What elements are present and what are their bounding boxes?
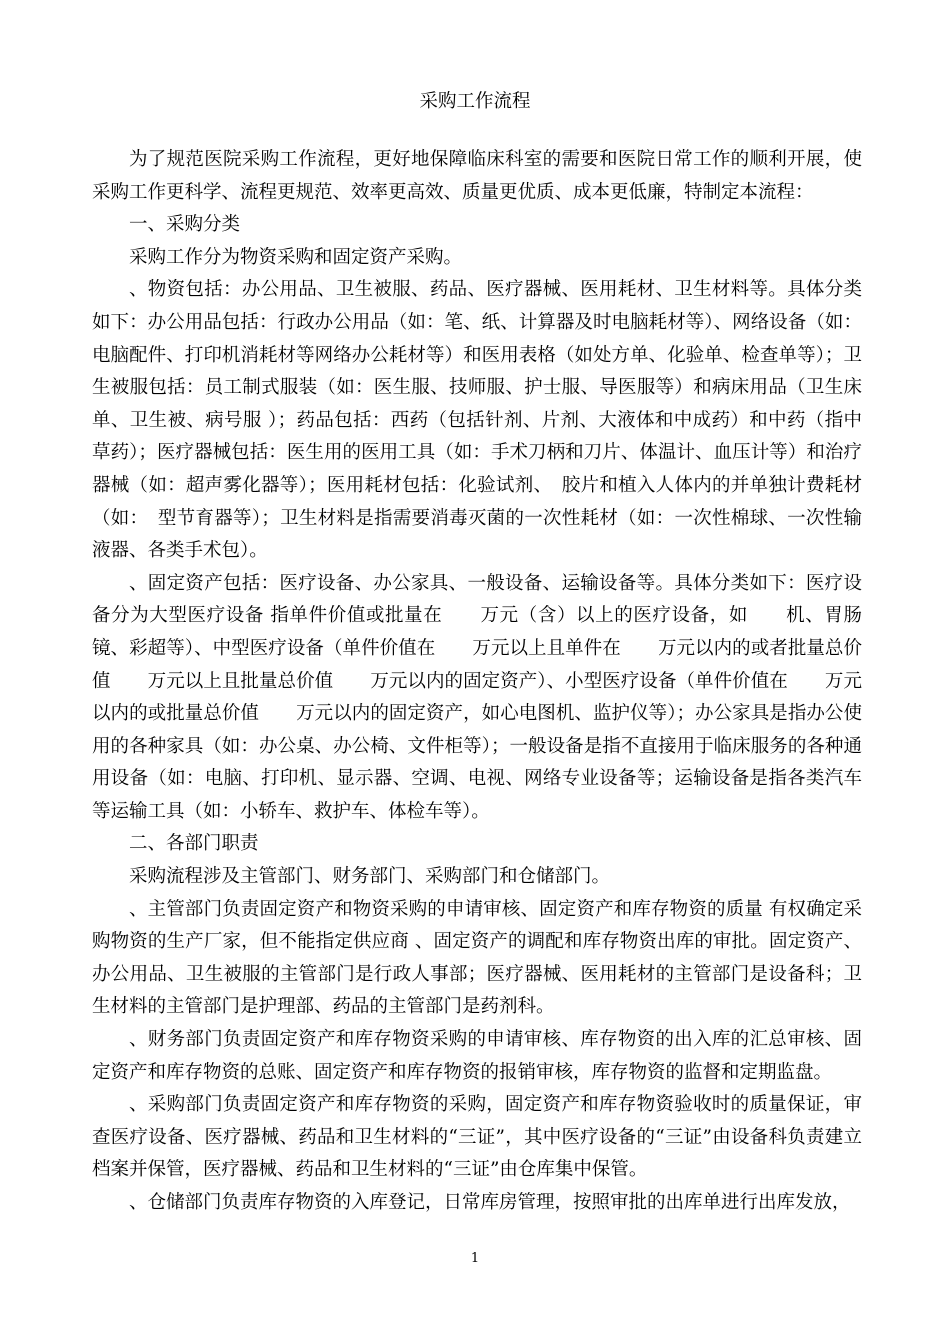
section2-item-finance: 、财务部门负责固定资产和库存物资采购的申请审核、库存物资的出入库的汇总审核、固定资产和库存物资的总账、固定资产和库存物资的报销审核，库存物资的监督和定期监盘。 (92, 1029, 862, 1083)
section1-item-materials: 、物资包括：办公用品、卫生被服、药品、医疗器械、医用耗材、卫生材料等。具体分类如下：办公用品包括：行政办公用品（如：笔、纸、计算器及时电脑耗材等）、网络设备（如：电脑配件、打印机消耗材等网络办公耗材等）和医用表格（如处方单、化验单、检查单等）；卫生被服包括：员工制式服装（如：医生服、技师服、护士服、导医服等）和病床用品（卫生床单、卫生被、病号服 ）；药品包括：西药（包括针剂、片剂、大液体和中成药）和中药（指中草药）；医疗器械包括：医生用的医用工具（如：手术刀柄和刀片、体温计、血压计等）和治疗器械（如：超声雾化器等）；医用耗材包括：化验试剂、 胶片和植入人体内的并单独计费耗材（如： 型节育器等）；卫生材料是指需要消毒灭菌的一次性耗材（如：一次性棉球、一次性输液器、各类手术包）。 (92, 279, 862, 562)
document-body (92, 144, 862, 1220)
section2-item-procurement: 、采购部门负责固定资产和库存物资的采购，固定资产和库存物资验收时的质量保证，审查医疗设备、医疗器械、药品和卫生材料的“三证”，其中医疗设备的“三证”由设备科负责建立档案并保管，医疗器械、药品和卫生材料的“三证”由仓库集中保管。 (92, 1094, 862, 1181)
section1-lead: 采购工作分为物资采购和固定资产采购。 (129, 246, 463, 268)
section1-heading: 一、采购分类 (129, 214, 241, 236)
intro-paragraph: 为了规范医院采购工作流程，更好地保障临床科室的需要和医院日常工作的顺利开展，使采购工作更科学、流程更规范、效率更高效、质量更优质、成本更低廉，特制定本流程： (92, 149, 862, 203)
section1-item-fixed-assets: 、固定资产包括：医疗设备、办公家具、一般设备、运输设备等。具体分类如下：医疗设备分为大型医疗设备 指单件价值或批量在 万元（含）以上的医疗设备，如 机、胃肠镜、彩超等）、中型医疗设备（单件价值在 万元以上且单件在 万元以内的或者批量总价值 万元以上且批量总价值 万元以内的固定资产）、小型医疗设备（单件价值在 万元以内的或批量总价值 万元以内的固定资产，如心电图机、监护仪等）；办公家具是指办公使用的各种家具（如：办公桌、办公椅、文件柜等）；一般设备是指不直接用于临床服务的各种通用设备（如：电脑、打印机、显示器、空调、电视、网络专业设备等；运输设备是指各类汽车等运输工具（如：小轿车、救护车、体检车等）。 (92, 572, 862, 822)
section2-item-warehouse: 、仓储部门负责库存物资的入库登记，日常库房管理，按照审批的出库单进行出库发放， (129, 1192, 851, 1213)
section2-heading: 二、各部门职责 (129, 833, 259, 855)
section2-item-supervisor: 、主管部门负责固定资产和物资采购的申请审核、固定资产和库存物资的质量 有权确定采购物资的生产厂家，但不能指定供应商 、固定资产的调配和库存物资出库的审批。固定资产、办公用品、卫生被服的主管部门是行政人事部；医疗器械、医用耗材的主管部门是设备科；卫生材料的主管部门是护理部、药品的主管部门是药剂科。 (92, 898, 862, 1018)
section2-lead: 采购流程涉及主管部门、财务部门、采购部门和仓储部门。 (129, 866, 611, 888)
document-title: 采购工作流程 (419, 91, 531, 112)
page-number: 1 (470, 1251, 480, 1266)
